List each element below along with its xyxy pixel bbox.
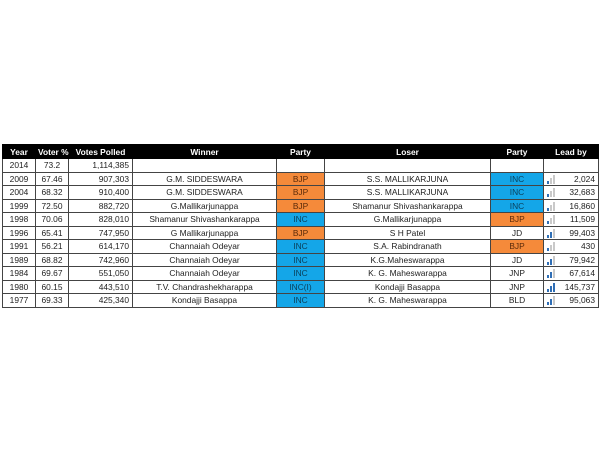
cell-winner-party: INC xyxy=(277,294,325,308)
cell-loser xyxy=(325,159,491,173)
table-row xyxy=(3,213,599,227)
cell-year: 2014 xyxy=(3,159,36,173)
lead-by-value: 32,683 xyxy=(569,187,595,198)
cell-lead-by xyxy=(544,267,599,281)
signal-bar xyxy=(550,178,552,184)
cell-winner: T.V. Chandrashekharappa xyxy=(133,280,277,294)
cell-year: 2004 xyxy=(3,186,36,200)
cell-voter-pct: 67.46 xyxy=(36,172,69,186)
signal-bars-icon xyxy=(547,215,556,224)
signal-bar xyxy=(547,194,549,197)
table-header-row xyxy=(3,145,599,159)
signal-bars-icon xyxy=(547,296,556,305)
cell-lead-by xyxy=(544,186,599,200)
cell-voter-pct: 70.06 xyxy=(36,213,69,227)
signal-bar xyxy=(553,215,555,224)
cell-winner: G.Mallikarjunappa xyxy=(133,199,277,213)
signal-bars-icon xyxy=(547,188,556,197)
cell-winner-party: BJP xyxy=(277,226,325,240)
cell-votes-polled: 425,340 xyxy=(69,294,133,308)
cell-voter-pct: 68.82 xyxy=(36,253,69,267)
cell-winner-party: INC xyxy=(277,213,325,227)
cell-loser-party: BJP xyxy=(491,213,544,227)
lead-by-value: 2,024 xyxy=(574,173,595,184)
cell-votes-polled: 828,010 xyxy=(69,213,133,227)
cell-winner-party: BJP xyxy=(277,172,325,186)
signal-bar xyxy=(547,302,549,305)
header-winner-party: Party xyxy=(277,145,325,159)
signal-bar xyxy=(550,299,552,305)
cell-voter-pct: 73.2 xyxy=(36,159,69,173)
header-voter-pct: Voter % xyxy=(36,145,69,159)
signal-bar xyxy=(553,175,555,184)
signal-bars-icon xyxy=(547,269,556,278)
header-votes-polled: Votes Polled xyxy=(69,145,133,159)
signal-bar xyxy=(550,259,552,265)
cell-votes-polled: 907,303 xyxy=(69,172,133,186)
cell-loser-party: JD xyxy=(491,226,544,240)
cell-winner-party: BJP xyxy=(277,199,325,213)
lead-by-value: 95,063 xyxy=(569,295,595,306)
cell-year: 1991 xyxy=(3,240,36,254)
signal-bar xyxy=(553,188,555,197)
lead-by-value: 145,737 xyxy=(564,281,595,292)
table-row xyxy=(3,253,599,267)
cell-loser: K. G. Maheswarappa xyxy=(325,267,491,281)
cell-loser: S H Patel xyxy=(325,226,491,240)
table-body xyxy=(3,159,599,308)
lead-by-value: 79,942 xyxy=(569,254,595,265)
table-row xyxy=(3,186,599,200)
cell-winner: Channaiah Odeyar xyxy=(133,253,277,267)
election-results-table-container xyxy=(2,144,598,308)
cell-year: 1996 xyxy=(3,226,36,240)
cell-winner: Channaiah Odeyar xyxy=(133,267,277,281)
table-row xyxy=(3,159,599,173)
lead-by-value: 16,860 xyxy=(569,200,595,211)
cell-year: 1977 xyxy=(3,294,36,308)
cell-winner: Kondajji Basappa xyxy=(133,294,277,308)
cell-votes-polled: 551,050 xyxy=(69,267,133,281)
cell-loser: Shamanur Shivashankarappa xyxy=(325,199,491,213)
cell-loser-party: BLD xyxy=(491,294,544,308)
cell-loser-party: JD xyxy=(491,253,544,267)
header-lead-by: Lead by xyxy=(544,145,599,159)
cell-votes-polled: 1,114,385 xyxy=(69,159,133,173)
table-row xyxy=(3,267,599,281)
signal-bar xyxy=(553,283,555,292)
cell-loser: G.Mallikarjunappa xyxy=(325,213,491,227)
cell-lead-by xyxy=(544,253,599,267)
cell-votes-polled: 742,960 xyxy=(69,253,133,267)
signal-bar xyxy=(547,208,549,211)
cell-winner-party: INC xyxy=(277,240,325,254)
cell-lead-by xyxy=(544,213,599,227)
lead-by-value: 67,614 xyxy=(569,268,595,279)
cell-voter-pct: 56.21 xyxy=(36,240,69,254)
cell-loser: K.G.Maheswarappa xyxy=(325,253,491,267)
signal-bar xyxy=(547,235,549,238)
cell-winner-party xyxy=(277,159,325,173)
cell-winner-party: INC xyxy=(277,267,325,281)
cell-winner xyxy=(133,159,277,173)
signal-bar xyxy=(550,218,552,224)
table-row xyxy=(3,240,599,254)
cell-year: 1984 xyxy=(3,267,36,281)
cell-lead-by xyxy=(544,280,599,294)
cell-winner: G.M. SIDDESWARA xyxy=(133,186,277,200)
cell-winner: Shamanur Shivashankarappa xyxy=(133,213,277,227)
cell-loser-party: BJP xyxy=(491,240,544,254)
signal-bar xyxy=(553,229,555,238)
signal-bar xyxy=(553,269,555,278)
table-row xyxy=(3,294,599,308)
cell-voter-pct: 60.15 xyxy=(36,280,69,294)
signal-bar xyxy=(550,286,552,292)
signal-bar xyxy=(547,262,549,265)
signal-bar xyxy=(550,191,552,197)
signal-bar xyxy=(553,256,555,265)
cell-lead-by xyxy=(544,226,599,240)
cell-lead-by xyxy=(544,199,599,213)
cell-voter-pct: 72.50 xyxy=(36,199,69,213)
cell-winner-party: INC xyxy=(277,253,325,267)
header-loser: Loser xyxy=(325,145,491,159)
table-row xyxy=(3,226,599,240)
signal-bar xyxy=(547,248,549,251)
cell-voter-pct: 69.33 xyxy=(36,294,69,308)
cell-votes-polled: 910,400 xyxy=(69,186,133,200)
cell-loser-party: INC xyxy=(491,186,544,200)
signal-bar xyxy=(550,205,552,211)
cell-votes-polled: 443,510 xyxy=(69,280,133,294)
header-winner: Winner xyxy=(133,145,277,159)
header-year: Year xyxy=(3,145,36,159)
election-results-table xyxy=(2,144,599,308)
cell-lead-by xyxy=(544,172,599,186)
signal-bars-icon xyxy=(547,242,556,251)
cell-lead-by xyxy=(544,240,599,254)
signal-bar xyxy=(553,296,555,305)
cell-voter-pct: 69.67 xyxy=(36,267,69,281)
signal-bar xyxy=(547,289,549,292)
table-row xyxy=(3,199,599,213)
cell-winner-party: INC(I) xyxy=(277,280,325,294)
lead-by-value: 11,509 xyxy=(570,214,595,225)
signal-bars-icon xyxy=(547,202,556,211)
cell-loser: S.S. MALLIKARJUNA xyxy=(325,172,491,186)
cell-loser-party: JNP xyxy=(491,267,544,281)
signal-bars-icon xyxy=(547,175,556,184)
signal-bar xyxy=(553,242,555,251)
signal-bar xyxy=(550,245,552,251)
cell-winner-party: BJP xyxy=(277,186,325,200)
cell-loser: S.A. Rabindranath xyxy=(325,240,491,254)
cell-year: 1999 xyxy=(3,199,36,213)
cell-loser: Kondajji Basappa xyxy=(325,280,491,294)
signal-bar xyxy=(550,232,552,238)
cell-votes-polled: 747,950 xyxy=(69,226,133,240)
signal-bar xyxy=(547,221,549,224)
cell-year: 1989 xyxy=(3,253,36,267)
cell-lead-by xyxy=(544,294,599,308)
cell-loser: S.S. MALLIKARJUNA xyxy=(325,186,491,200)
cell-loser-party: INC xyxy=(491,199,544,213)
cell-voter-pct: 68.32 xyxy=(36,186,69,200)
cell-loser: K. G. Maheswarappa xyxy=(325,294,491,308)
cell-year: 2009 xyxy=(3,172,36,186)
cell-winner: G Mallikarjunappa xyxy=(133,226,277,240)
signal-bars-icon xyxy=(547,229,556,238)
header-loser-party: Party xyxy=(491,145,544,159)
table-row xyxy=(3,172,599,186)
signal-bars-icon xyxy=(547,283,556,292)
table-row xyxy=(3,280,599,294)
cell-winner: Channaiah Odeyar xyxy=(133,240,277,254)
lead-by-value: 99,403 xyxy=(569,227,595,238)
cell-lead-by xyxy=(544,159,599,173)
cell-winner: G.M. SIDDESWARA xyxy=(133,172,277,186)
cell-loser-party: JNP xyxy=(491,280,544,294)
signal-bar xyxy=(547,181,549,184)
cell-loser-party xyxy=(491,159,544,173)
cell-loser-party: INC xyxy=(491,172,544,186)
cell-year: 1980 xyxy=(3,280,36,294)
signal-bar xyxy=(547,275,549,278)
signal-bar xyxy=(550,272,552,278)
cell-voter-pct: 65.41 xyxy=(36,226,69,240)
cell-year: 1998 xyxy=(3,213,36,227)
signal-bars-icon xyxy=(547,256,556,265)
lead-by-value: 430 xyxy=(581,241,595,252)
signal-bar xyxy=(553,202,555,211)
cell-votes-polled: 614,170 xyxy=(69,240,133,254)
cell-votes-polled: 882,720 xyxy=(69,199,133,213)
